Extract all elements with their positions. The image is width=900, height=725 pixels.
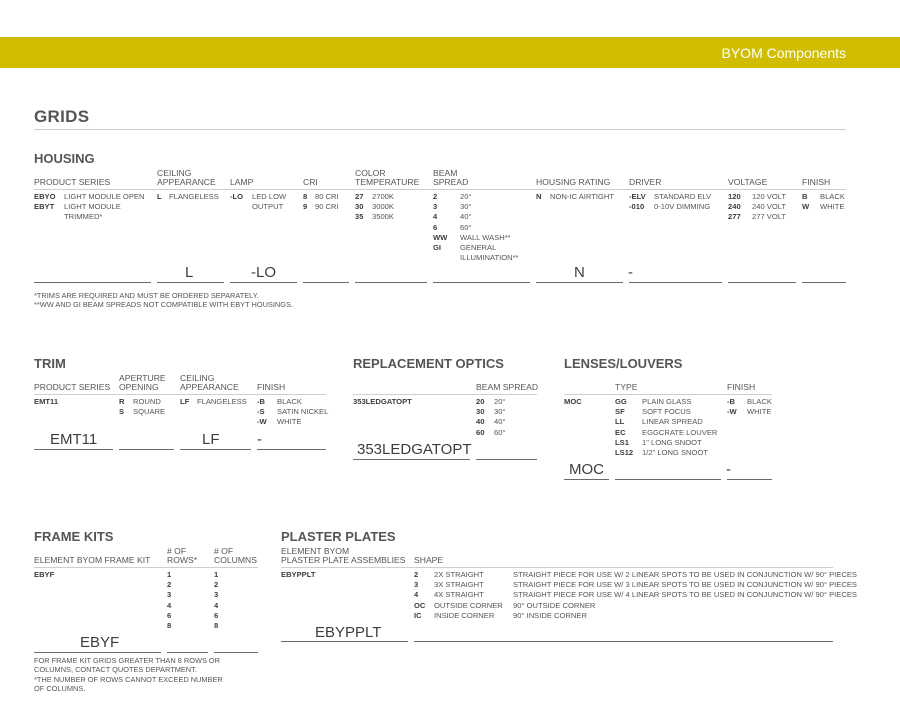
optics-fill-product[interactable] [353,459,470,460]
lenses-header-finish: FINISH [727,382,756,392]
list-item: 4 [214,600,219,610]
list-item: GI GENERAL [433,243,497,253]
list-item: -ELV STANDARD ELV [629,192,712,201]
housing-rating-list [536,192,614,202]
list-item: 30 30° [476,407,506,417]
optics-product-list [353,397,412,407]
frame-kits-fill-columns[interactable] [214,652,258,653]
list-item: 8 80 CRI [303,192,339,201]
header-banner [0,37,900,68]
list-item: IC INSIDE CORNER 90° INSIDE CORNER [414,610,587,620]
grids-title: GRIDS [34,107,90,126]
trim-value-finish: - [257,431,262,448]
list-item: MOC [564,397,582,406]
housing-header-ceiling: CEILING APPEARANCE [157,168,216,187]
plaster-fill-shape[interactable] [414,641,833,642]
housing-driver-list [629,192,711,212]
housing-header-lamp: LAMP [230,177,254,187]
trim-product-series-list [34,397,58,407]
list-item: R ROUND [119,397,161,406]
housing-product-series-list [34,192,144,223]
list-item: EBYO LIGHT MODULE OPEN [34,192,145,201]
list-item: ILLUMINATION** [460,253,519,263]
housing-value-driver: - [628,264,633,281]
frame-kits-value-element: EBYF [80,634,120,651]
list-item: 1 [167,570,172,579]
housing-fill-ceiling[interactable] [157,282,224,283]
frame-kits-fill-element[interactable] [34,652,161,653]
housing-color-temp-list [355,192,394,223]
housing-lamp-list [230,192,286,212]
list-item: N NON-IC AIRTIGHT [536,192,614,201]
optics-fill-beam[interactable] [476,459,537,460]
plaster-header-rule [281,567,833,568]
lenses-value-product: MOC [569,461,604,478]
list-item: 2 20° [433,192,472,201]
frame-kits-rows-list [167,570,171,631]
housing-fill-beam[interactable] [433,282,530,283]
lenses-type-list [615,397,717,458]
housing-voltage-list [728,192,786,223]
list-item: 6 [167,610,172,620]
list-item: LS1 1" LONG SNOOT [615,437,702,447]
lenses-finish-list [727,397,772,417]
housing-header-beam: BEAM SPREAD [433,168,469,187]
trim-fill-aperture[interactable] [119,449,174,450]
optics-beam-list [476,397,505,438]
housing-header-rule [34,189,846,190]
list-item: -B BLACK [257,397,302,406]
plaster-fill-element[interactable] [281,641,408,642]
trim-header-aperture: APERTURE OPENING [119,373,166,392]
list-item: W WHITE [802,202,845,212]
frame-kits-title: FRAME KITS [34,529,114,544]
trim-value-ceiling: LF [202,431,220,448]
trim-header-ceiling: CEILING APPEARANCE [180,373,239,392]
list-item: 6 [214,610,219,620]
list-item: 27 2700K [355,192,394,201]
housing-value-lamp: -LO [251,264,277,281]
trim-fill-finish[interactable] [257,449,326,450]
housing-cri-list [303,192,339,212]
housing-title: HOUSING [34,151,95,166]
frame-kits-element-list [34,570,54,580]
trim-header-product-series: PRODUCT SERIES [34,382,111,392]
housing-fill-lamp[interactable] [230,282,297,283]
list-item: 20 20° [476,397,506,406]
list-item: EBYPPLT [281,570,316,579]
housing-notes: *TRIMS ARE REQUIRED AND MUST BE ORDERED SEPARATELY. **WW AND GI BEAM SPREADS NOT COMPATIBLE WITH EBYT HOUSINGS. [34,291,293,310]
list-item: 277 277 VOLT [728,212,787,222]
list-item: 3 30° [433,202,472,212]
housing-header-rating: HOUSING RATING [536,177,611,187]
list-item: 3 [167,590,172,600]
trim-fill-ceiling[interactable] [180,449,251,450]
list-item: -010 0-10V DIMMING [629,202,711,212]
frame-kits-header-element: ELEMENT BYOM FRAME KIT [34,555,151,565]
housing-header-voltage: VOLTAGE [728,177,768,187]
housing-header-driver: DRIVER [629,177,662,187]
list-item: -W WHITE [727,407,772,417]
list-item: 240 240 VOLT [728,202,787,212]
lenses-header-type: TYPE [615,382,638,392]
housing-fill-rating[interactable] [536,282,623,283]
frame-kits-header-rows: # OF ROWS* [167,546,198,565]
lenses-product-list [564,397,582,407]
plaster-element-list [281,570,315,580]
frame-kits-header-rule [34,567,258,568]
list-item: LS12 1/2" LONG SNOOT [615,448,708,458]
lenses-fill-product[interactable] [564,479,609,480]
list-item: 2 2X STRAIGHT STRAIGHT PIECE FOR USE W/ 2 LINEAR SPOTS TO BE USED IN CONJUNCTION W/ 90° PIECES [414,570,857,579]
list-item: 2 [214,580,219,590]
plaster-title: PLASTER PLATES [281,529,396,544]
optics-header-beam: BEAM SPREAD [476,382,539,392]
grids-rule [34,129,846,130]
optics-header-rule [353,394,537,395]
list-item: 3 [214,590,219,600]
trim-header-finish: FINISH [257,382,286,392]
housing-fill-driver[interactable] [629,282,722,283]
housing-beam-list [433,192,519,263]
housing-header-product-series: PRODUCT SERIES [34,177,111,187]
housing-value-rating: N [574,264,585,281]
list-item: 4 [167,600,172,610]
housing-fill-finish[interactable] [802,282,846,283]
list-item: SF SOFT FOCUS [615,407,691,417]
list-item: -B BLACK [727,397,772,406]
list-item: B BLACK [802,192,845,201]
housing-finish-list [802,192,845,212]
frame-kits-notes: FOR FRAME KIT GRIDS GREATER THAN 8 ROWS OR COLUMNS, CONTACT QUOTES DEPARTMENT. *THE NUMBER OF ROWS CANNOT EXCEED NUMBER OF COLUMNS. [34,656,223,694]
list-item: 3 3X STRAIGHT STRAIGHT PIECE FOR USE W/ 3 LINEAR SPOTS TO BE USED IN CONJUNCTION W/ 90° PIECES [414,580,857,590]
list-item: -LO LED LOW [230,192,287,201]
lenses-title: LENSES/LOUVERS [564,356,683,371]
lenses-fill-type[interactable] [615,479,721,480]
optics-title: REPLACEMENT OPTICS [353,356,504,371]
list-item: 2 [167,580,172,590]
list-item: 8 [167,621,172,631]
list-item: 30 3000K [355,202,394,212]
list-item: 6 60° [433,222,472,232]
list-item: EMT11 [34,397,59,406]
list-item: EC EGGCRATE LOUVER [615,427,718,437]
housing-fill-voltage[interactable] [728,282,796,283]
housing-value-ceiling: L [185,264,194,281]
trim-value-product-series: EMT11 [50,431,98,448]
frame-kits-header-columns: # OF COLUMNS [214,546,257,565]
optics-value-product: 353LEDGATOPT [357,441,472,458]
list-item: WW WALL WASH** [433,232,511,242]
frame-kits-fill-rows[interactable] [167,652,208,653]
list-item: L FLANGELESS [157,192,219,201]
housing-header-color-temp: COLOR TEMPERATURE [355,168,420,187]
list-item: -S SATIN NICKEL [257,407,329,417]
list-item: EBYF [34,570,55,579]
list-item: GG PLAIN GLASS [615,397,692,406]
plaster-shape-list [414,570,857,621]
list-item: 8 [214,621,219,631]
list-item: 9 90 CRI [303,202,339,212]
list-item: LF FLANGELESS [180,397,247,406]
plaster-header-element: ELEMENT BYOM PLASTER PLATE ASSEMBLIES [281,546,406,565]
housing-ceiling-list [157,192,219,202]
trim-title: TRIM [34,356,66,371]
list-item: 4 4X STRAIGHT STRAIGHT PIECE FOR USE W/ 4 LINEAR SPOTS TO BE USED IN CONJUNCTION W/ 90° PIECES [414,590,857,600]
list-item: 1 [214,570,219,579]
housing-header-cri: CRI [303,177,318,187]
frame-kits-columns-list [214,570,218,631]
list-item: EBYT LIGHT MODULE [34,202,121,212]
plaster-header-shape: SHAPE [414,555,444,565]
housing-header-finish: FINISH [802,177,831,187]
trim-finish-list [257,397,328,428]
list-item: S SQUARE [119,407,166,417]
list-item: 120 120 VOLT [728,192,787,201]
trim-header-rule [34,394,326,395]
housing-fill-color-temp[interactable] [355,282,427,283]
list-item: 35 3500K [355,212,394,222]
header-title: BYOM Components [721,45,846,61]
list-item: -W WHITE [257,417,302,427]
list-item: OC OUTSIDE CORNER 90° OUTSIDE CORNER [414,600,596,610]
list-item: 4 40° [433,212,472,222]
lenses-header-rule [564,394,772,395]
housing-fill-product-series[interactable] [34,282,151,283]
trim-aperture-list [119,397,165,417]
list-item: 40 40° [476,417,506,427]
list-item: TRIMMED* [64,212,103,222]
housing-fill-cri[interactable] [303,282,349,283]
list-item: LL LINEAR SPREAD [615,417,703,427]
list-item: 60 60° [476,427,506,437]
trim-ceiling-list [180,397,247,407]
plaster-value-element: EBYPPLT [315,624,382,641]
trim-fill-product-series[interactable] [34,449,113,450]
list-item: 353LEDGATOPT [353,397,412,406]
lenses-value-finish: - [726,461,731,478]
lenses-fill-finish[interactable] [727,479,772,480]
list-item: OUTPUT [252,202,284,212]
